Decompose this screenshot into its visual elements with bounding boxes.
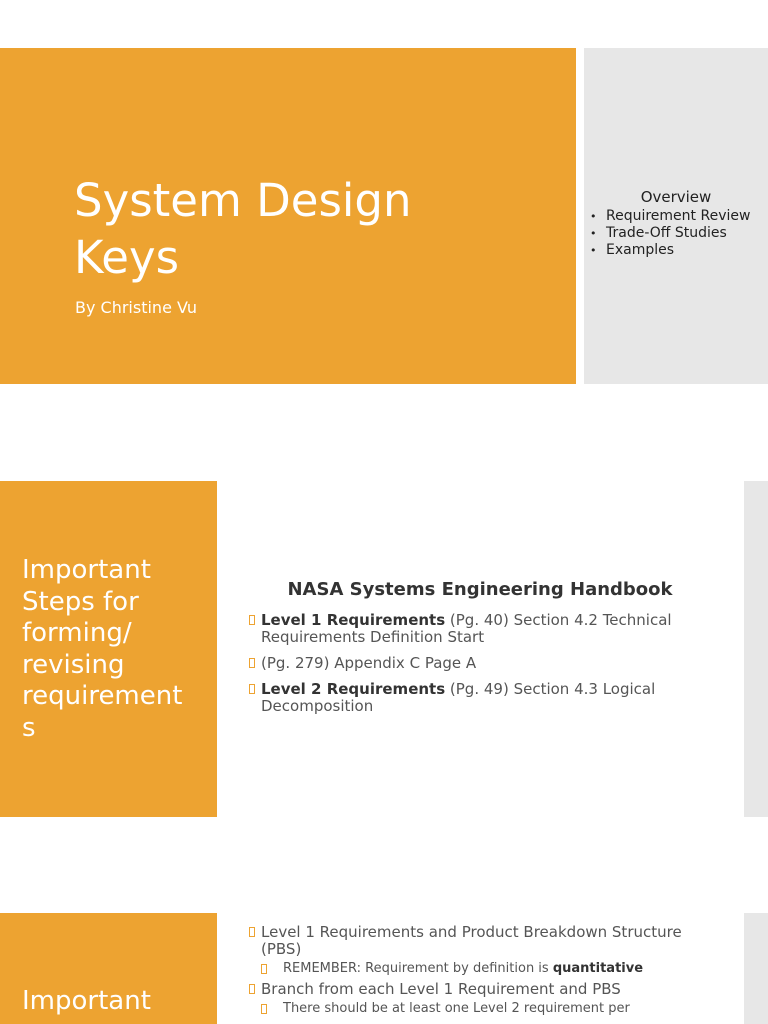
bullet-icon: • bbox=[590, 227, 597, 240]
sub-list-item: REMEMBER: Requirement by definition is quantitative bbox=[261, 961, 719, 977]
partial-slide bbox=[0, 913, 768, 1024]
edge-panel bbox=[744, 913, 768, 1024]
bullet-icon bbox=[249, 927, 255, 937]
overview-heading: Overview bbox=[640, 188, 712, 206]
bullet-icon bbox=[249, 615, 255, 625]
side-title: Important bbox=[22, 986, 151, 1016]
bullet-icon: • bbox=[590, 244, 597, 257]
overview-item: • Trade-Off Studies bbox=[590, 225, 727, 241]
overview-item: • Examples bbox=[590, 242, 675, 258]
bullet-icon bbox=[249, 684, 255, 694]
bullet-icon bbox=[249, 658, 255, 668]
bullet-icon bbox=[249, 984, 255, 994]
bullet-icon: • bbox=[590, 210, 597, 223]
edge-panel bbox=[744, 481, 768, 817]
bullet-icon bbox=[261, 1004, 267, 1014]
list-item: Level 1 Requirements (Pg. 40) Section 4.2 Technical Requirements Definition Start bbox=[249, 612, 719, 646]
handbook-title: NASA Systems Engineering Handbook bbox=[287, 579, 673, 600]
list-item: Branch from each Level 1 Requirement and PBS There should be at least one Level 2 requirement per bbox=[249, 981, 719, 1017]
title-slide bbox=[0, 48, 768, 384]
bullet-icon bbox=[261, 964, 267, 974]
author-subtitle: By Christine Vu bbox=[75, 298, 197, 317]
sub-list-item: There should be at least one Level 2 requirement per bbox=[261, 1001, 719, 1017]
requirements-steps-slide bbox=[0, 481, 768, 817]
title-line-2: Keys bbox=[74, 231, 180, 284]
overview-list bbox=[590, 208, 750, 259]
list-item: Level 2 Requirements (Pg. 49) Section 4.3 Logical Decomposition bbox=[249, 681, 719, 715]
title-line-1: System Design bbox=[74, 174, 412, 227]
handbook-bullet-list bbox=[249, 612, 719, 724]
requirements-bullet-list bbox=[249, 924, 719, 1021]
list-item: (Pg. 279) Appendix C Page A bbox=[249, 655, 719, 672]
list-item: Level 1 Requirements and Product Breakdown Structure (PBS) REMEMBER: Requirement by definition is quantitative bbox=[249, 924, 719, 977]
overview-item: • Requirement Review bbox=[590, 208, 751, 224]
side-title: Important Steps for forming/ revising requirement s bbox=[22, 555, 183, 743]
slide-title bbox=[74, 172, 554, 286]
